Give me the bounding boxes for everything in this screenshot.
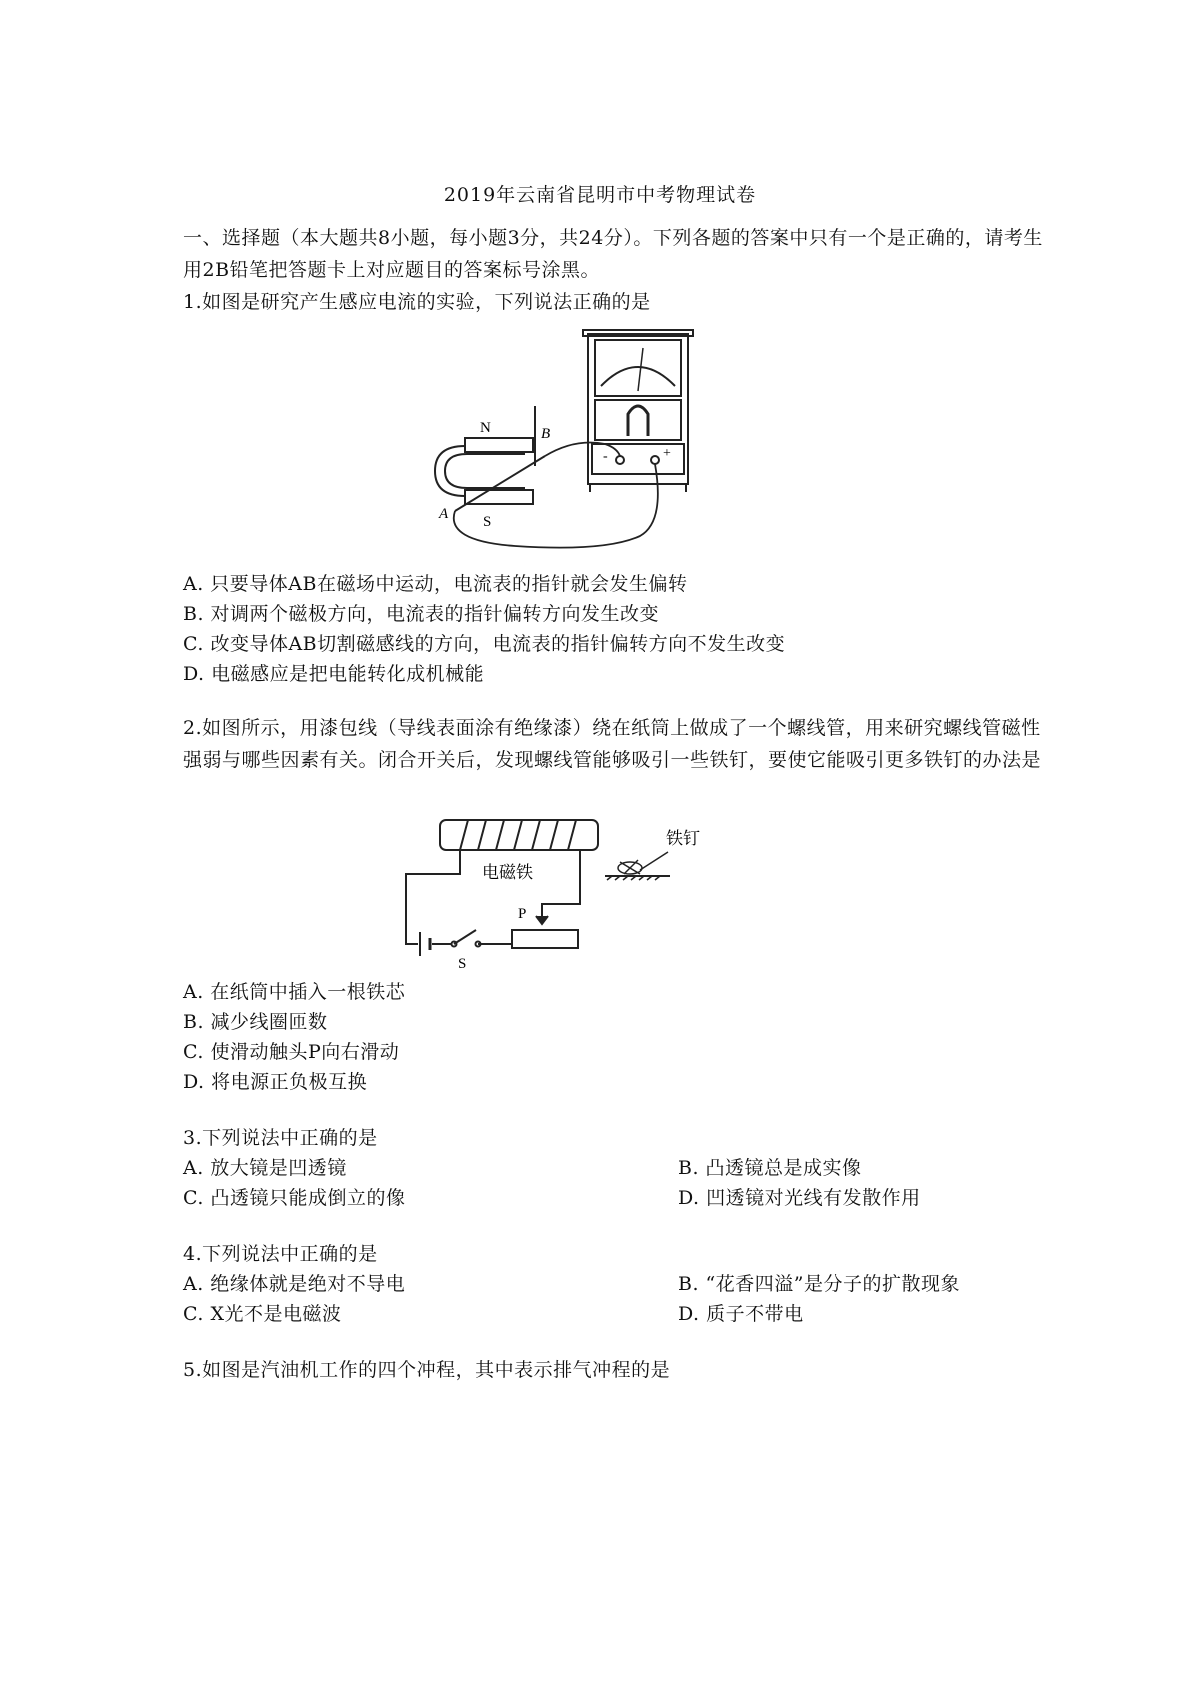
question-2-option-c: C. 使滑动触头P向右滑动	[183, 1041, 400, 1063]
electromagnet-label: 电磁铁	[482, 863, 533, 882]
page-title: 2019年云南省昆明市中考物理试卷	[443, 184, 757, 206]
question-1-option-d: D. 电磁感应是把电能转化成机械能	[183, 663, 485, 685]
question-2-option-a: A. 在纸筒中插入一根铁芯	[183, 981, 406, 1003]
switch-label: S	[458, 956, 467, 972]
section-heading: 一、选择题（本大题共8小题，每小题3分，共24分）。下列各题的答案中只有一个是正确的，请考生用2B铅笔把答题卡上对应题目的答案标号涂黑。	[183, 227, 1043, 281]
question-3-option-b: B. 凸透镜总是成实像	[678, 1157, 862, 1179]
question-3-option-d: D. 凹透镜对光线有发散作用	[678, 1187, 921, 1209]
question-4-stem: 4.下列说法中正确的是	[183, 1243, 378, 1265]
question-3-stem: 3.下列说法中正确的是	[183, 1127, 378, 1149]
conductor-end-a-label: A	[439, 506, 449, 522]
figure-induction-experiment	[425, 326, 695, 556]
question-4-option-b: B. “花香四溢”是分子的扩散现象	[678, 1273, 960, 1295]
slider-p-label: P	[518, 906, 527, 922]
terminal-minus-label: -	[603, 449, 608, 464]
magnet-pole-s-label: S	[483, 514, 492, 530]
iron-nails-label: 铁钉	[666, 829, 700, 848]
question-4-option-a: A. 绝缘体就是绝对不导电	[183, 1273, 406, 1295]
switch	[452, 930, 481, 947]
question-2-option-b: B. 减少线圈匝数	[183, 1011, 328, 1033]
question-3-option-c: C. 凸透镜只能成倒立的像	[183, 1187, 406, 1209]
battery	[420, 932, 430, 956]
question-4-option-d: D. 质子不带电	[678, 1303, 804, 1325]
magnet-pole-n-label: N	[480, 420, 491, 436]
terminal-plus-label: +	[663, 446, 671, 461]
conductor-end-b-label: B	[541, 426, 551, 442]
iron-nails	[605, 852, 670, 880]
question-5-stem: 5.如图是汽油机工作的四个冲程，其中表示排气冲程的是	[183, 1359, 671, 1381]
question-3-option-a: A. 放大镜是凹透镜	[183, 1157, 347, 1179]
question-4-option-c: C. X光不是电磁波	[183, 1303, 342, 1325]
induction-experiment-diagram	[425, 326, 695, 556]
question-1-option-b: B. 对调两个磁极方向，电流表的指针偏转方向发生改变	[183, 603, 660, 625]
question-2-option-d: D. 将电源正负极互换	[183, 1071, 368, 1093]
question-1-option-a: A. 只要导体AB在磁场中运动，电流表的指针就会发生偏转	[183, 573, 688, 595]
solenoid	[440, 820, 598, 850]
figure-electromagnet-circuit	[400, 812, 720, 972]
question-1-option-c: C. 改变导体AB切割磁感线的方向，电流表的指针偏转方向不发生改变	[183, 633, 786, 655]
question-2-stem: 2.如图所示，用漆包线（导线表面涂有绝缘漆）绕在纸筒上做成了一个螺线管，用来研究螺线管磁性强弱与哪些因素有关。闭合开关后，发现螺线管能够吸引一些铁钉，要使它能吸引更多铁钉的办法是	[183, 717, 1042, 771]
electromagnet-circuit-diagram	[400, 812, 720, 972]
galvanometer	[583, 330, 693, 492]
question-1-stem: 1.如图是研究产生感应电流的实验，下列说法正确的是	[183, 291, 651, 313]
